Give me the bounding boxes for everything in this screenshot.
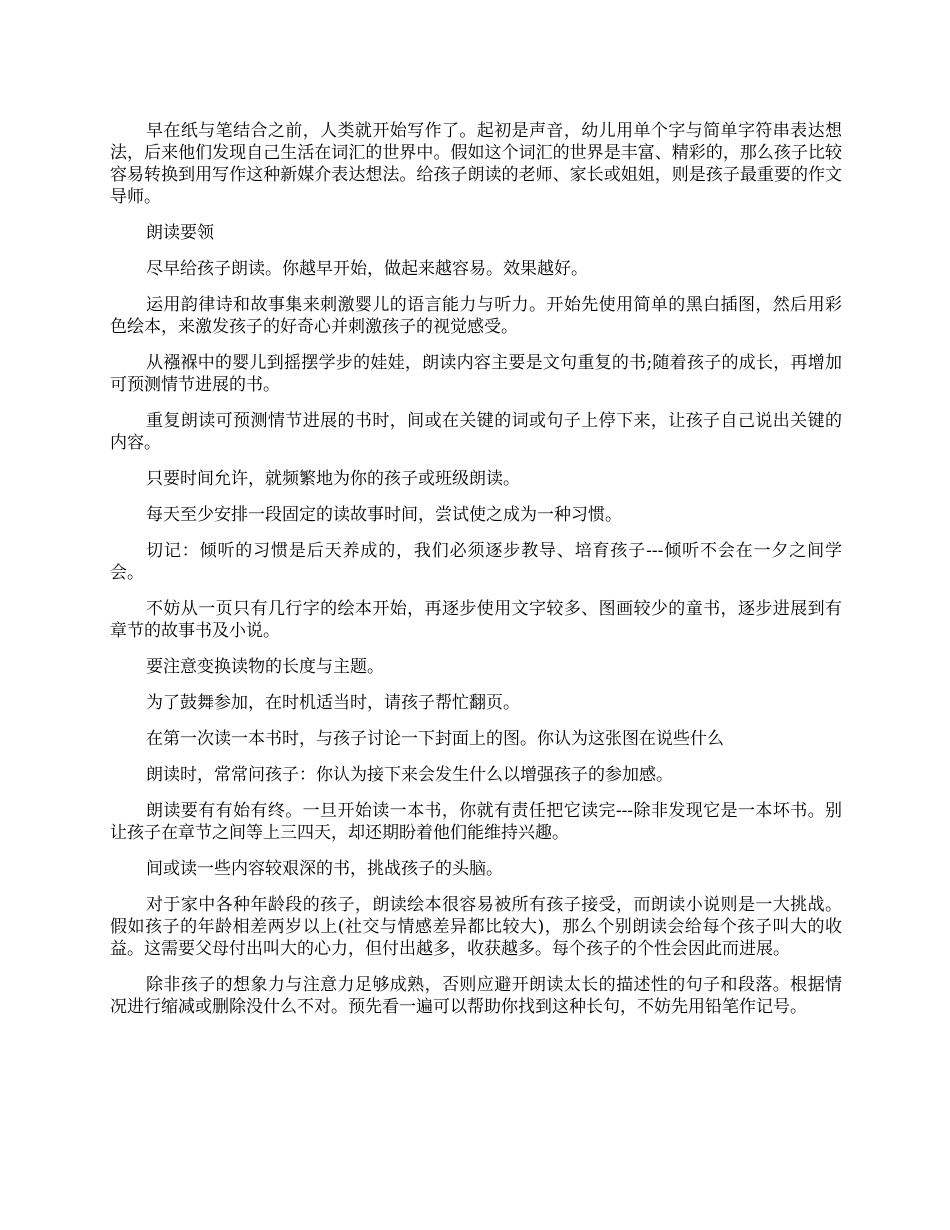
paragraph: 在第一次读一本书时，与孩子讨论一下封面上的图。你认为这张图在说些什么 (146, 729, 724, 749)
paragraph: 不妨从一页只有几行字的绘本开始，再逐步使用文字较多、图画较少的童书，逐步进展到有章节的故事书及小说。 (110, 599, 842, 641)
paragraph: 要注意变换读物的长度与主题。 (146, 657, 384, 677)
paragraph: 只要时间允许，就频繁地为你的孩子或班级朗读。 (146, 469, 520, 489)
section-heading: 朗读要领 (146, 223, 214, 243)
document-body (110, 120, 842, 1032)
paragraph: 重复朗读可预测情节进展的书时，间或在关键的词或句子上停下来，让孩子自己说出关键的内容。 (110, 411, 842, 453)
paragraph: 朗读要有有始有终。一旦开始读一本书，你就有责任把它读完---除非发现它是一本坏书。别让孩子在章节之间等上三四天，却还期盼着他们能维持兴趣。 (110, 801, 842, 843)
paragraph-intro: 早在纸与笔结合之前，人类就开始写作了。起初是声音，幼儿用单个字与简单字符串表达想法，后来他们发现自己生活在词汇的世界中。假如这个词汇的世界是丰富、精彩的，那么孩子比较容易转换到用写作这种新媒介表达想法。给孩子朗读的老师、家长或姐姐，则是孩子最重要的作文导师。 (110, 121, 842, 207)
paragraph: 运用韵律诗和故事集来刺激婴儿的语言能力与听力。开始先使用简单的黑白插图，然后用彩色绘本，来激发孩子的好奇心并刺激孩子的视觉感受。 (110, 295, 842, 337)
paragraph: 除非孩子的想象力与注意力足够成熟，否则应避开朗读太长的描述性的句子和段落。根据情况进行缩减或删除没什么不对。预先看一遍可以帮助你找到这种长句，不妨先用铅笔作记号。 (110, 975, 842, 1017)
paragraph: 对于家中各种年龄段的孩子，朗读绘本很容易被所有孩子接受，而朗读小说则是一大挑战。假如孩子的年龄相差两岁以上(社交与情感差异都比较大)，那么个别朗读会给每个孩子叫大的收益。这需要父母付出叫大的心力，但付出越多，收获越多。每个孩子的个性会因此而进展。 (110, 895, 842, 959)
paragraph: 每天至少安排一段固定的读故事时间，尝试使之成为一种习惯。 (146, 505, 622, 525)
paragraph: 尽早给孩子朗读。你越早开始，做起来越容易。效果越好。 (146, 259, 588, 279)
paragraph: 从襁褓中的婴儿到摇摆学步的娃娃，朗读内容主要是文句重复的书;随着孩子的成长，再增加可预测情节进展的书。 (110, 353, 842, 395)
paragraph: 朗读时，常常问孩子：你认为接下来会发生什么以增强孩子的参加感。 (146, 765, 673, 785)
paragraph: 为了鼓舞参加，在时机适当时，请孩子帮忙翻页。 (146, 693, 520, 713)
paragraph: 间或读一些内容较艰深的书，挑战孩子的头脑。 (146, 859, 503, 879)
paragraph: 切记：倾听的习惯是后天养成的，我们必须逐步教导、培育孩子---倾听不会在一夕之间学会。 (110, 541, 842, 583)
